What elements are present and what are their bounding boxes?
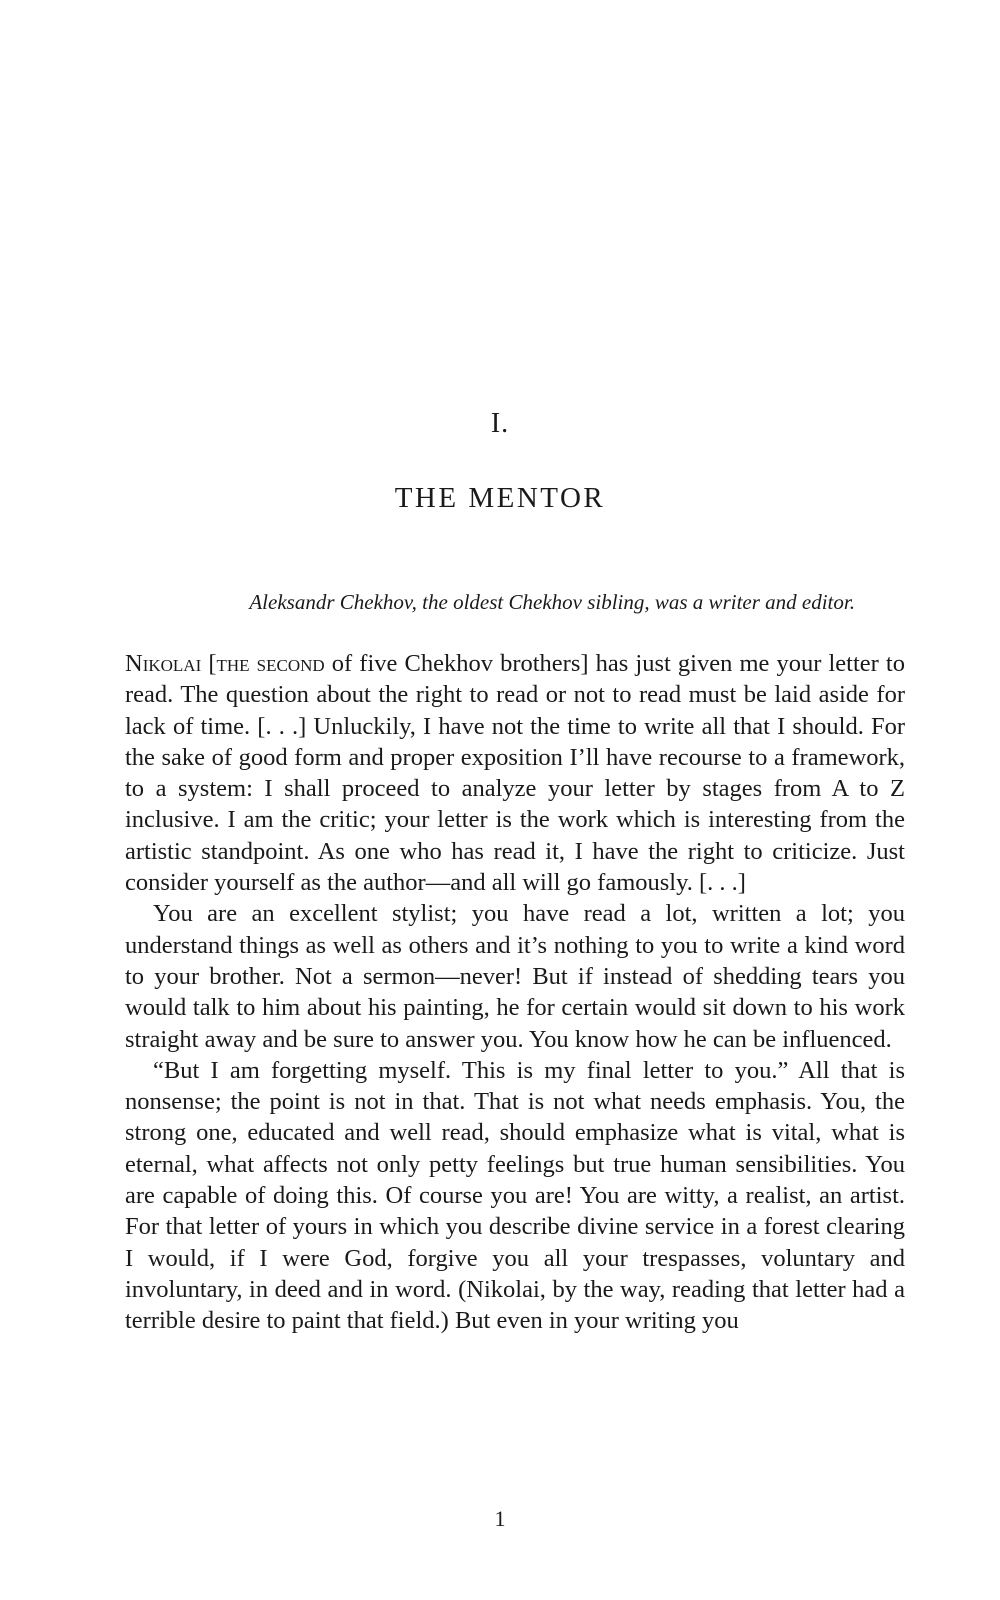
lead-bracket: [the second	[208, 650, 325, 677]
paragraph-3: “But I am forgetting myself. This is my final letter to you.” All that is nonsense; the point is not in that. That is not what needs emphasis. You, the strong one, educated and well read, should emphasize what is vital, what is eternal, what affects not only petty feelings but true human sensibilities. You are capable of doing this. Of course you are! You are witty, a realist, an artist. For that letter of yours in which you describe divine service in a forest clearing I would, if I were God, forgive you all your trespasses, voluntary and involuntary, in deed and in word. (Nikolai, by the way, reading that letter had a terrible desire to paint that field.) But even in your writing you	[125, 1056, 905, 1335]
epigraph: Aleksandr Chekhov, the oldest Chekhov sibling, was a writer and editor.	[249, 590, 855, 614]
paragraph-1	[125, 648, 905, 898]
page-number: 1	[494, 1506, 506, 1531]
paragraph-2: You are an excellent stylist; you have read a lot, written a lot; you understand things as well as others and it’s nothing to you to write a kind word to your brother. Not a sermon—never! But if instead of shedding tears you would talk to him about his painting, he for certain would sit down to his work straight away and be sure to answer you. You know how he can be influenced.	[125, 900, 905, 1053]
chapter-title: THE MENTOR	[394, 482, 606, 514]
body-text	[125, 648, 905, 1337]
paragraph-1-text: of five Chekhov brothers] has just given me your letter to read. The question about the right to read or not to read must be laid aside for lack of time. [. . .] Unluckily, I have not the time to write all that I should. For the sake of good form and proper exposition I’ll have recourse to a framework, to a system: I shall proceed to analyze your letter by stages from A to Z inclusive. I am the critic; your letter is the work which is interesting from the artistic standpoint. As one who has read it, I have the right to criticize. Just consider yourself as the author—and all will go famously. [. . .]	[125, 650, 905, 897]
lead-name: Nikolai	[125, 650, 202, 677]
chapter-number: I.	[490, 408, 510, 439]
